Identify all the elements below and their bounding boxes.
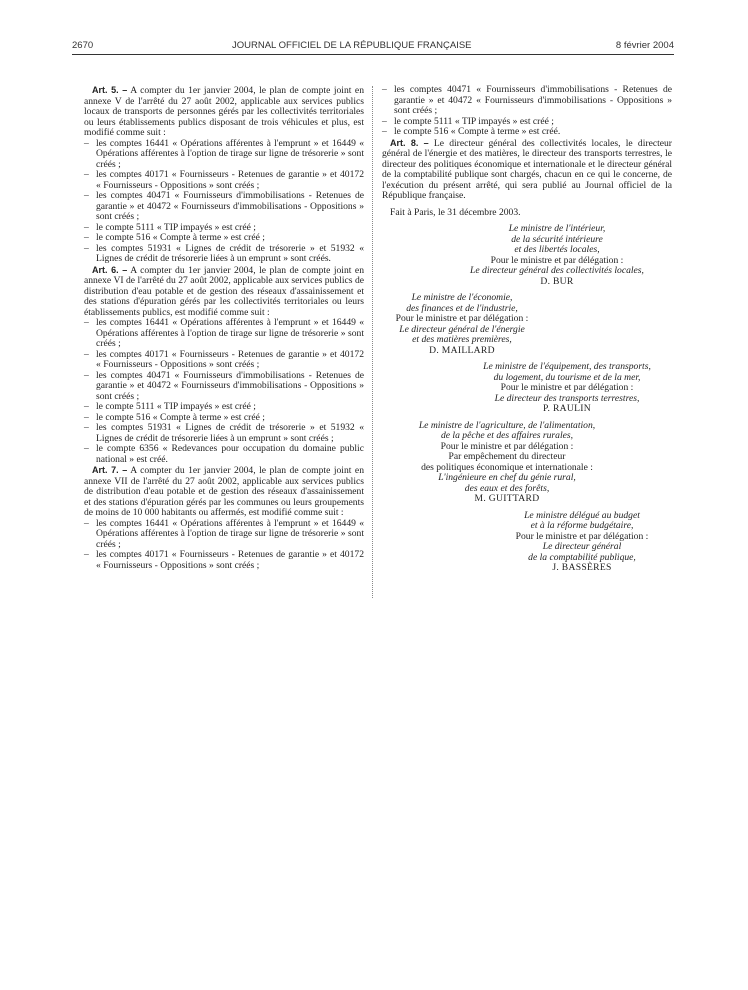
list-item: – le compte 516 « Compte à terme » est créé ; bbox=[84, 233, 364, 244]
signatory-title: Le directeur général des collectivités locales, bbox=[470, 265, 644, 276]
signatory-title: du logement, du tourisme et de la mer, bbox=[493, 371, 641, 383]
delegation-line: Pour le ministre et par délégation : bbox=[440, 440, 574, 452]
article-intro: A compter du 1er janvier 2004, le plan de compte joint en annexe VI de l'arrêté du 27 août 2002, applicable aux services publics de distribution d'eau potable et de gestion des réseaux d'assainissement et des stations d'épuration gérés par les collectivités territoriales ou leurs établissements publics, est modifié comme suit : bbox=[84, 264, 364, 318]
list-item: – le compte 516 « Compte à terme » est créé ; bbox=[84, 413, 364, 424]
article-7-continued-list bbox=[382, 85, 672, 138]
signatory-title: de la sécurité intérieure bbox=[511, 233, 603, 245]
list-item: – les comptes 51931 « Lignes de crédit de trésorerie » et 51932 « Lignes de crédit de trésorerie liées à un emprunt » sont créés. bbox=[84, 244, 364, 265]
article-7-list bbox=[84, 519, 364, 572]
article-6-list bbox=[84, 318, 364, 465]
left-column bbox=[84, 85, 364, 571]
list-item: – le compte 516 « Compte à terme » est créé. bbox=[382, 127, 672, 138]
signatory-title: des finances et de l'industrie, bbox=[406, 302, 518, 314]
article-7 bbox=[84, 465, 364, 571]
signatory-title: des eaux et des forêts, bbox=[464, 482, 550, 494]
delegation-line: Pour le ministre et par délégation : bbox=[395, 313, 529, 324]
signatory-name: M. GUITTARD bbox=[474, 493, 540, 504]
article-6 bbox=[84, 265, 364, 466]
signature-block-agriculture bbox=[382, 421, 632, 505]
signature-block-transport bbox=[462, 362, 672, 415]
article-intro: A compter du 1er janvier 2004, le plan de compte joint en annexe VII de l'arrêté du 27 août 2002, applicable aux services publics de distribution d'eau potable et de gestion des réseaux d'assainissement et des stations d'épuration gérés par les communes ou leurs groupements de moins de 10 000 habitants ou affermés, est modifié comme suit : bbox=[84, 465, 364, 518]
signatory-title: Le ministre de l'agriculture, de l'alimentation, bbox=[418, 419, 596, 431]
signatory-title: Le ministre de l'économie, bbox=[411, 292, 513, 303]
delegation-line: Pour le ministre et par délégation : bbox=[490, 254, 624, 266]
signatory-title: et des libertés locales, bbox=[514, 244, 600, 255]
list-item: – les comptes 40171 « Fournisseurs - Retenues de garantie » et 40172 « Fournisseurs - Oppositions » sont créés ; bbox=[84, 550, 364, 571]
page-header bbox=[72, 38, 674, 55]
list-item: – les comptes 40471 « Fournisseurs d'immobilisations - Retenues de garantie » et 40472 « Fournisseurs d'immobilisations - Oppositions » sont créés ; bbox=[84, 371, 364, 403]
article-label: Art. 6. – bbox=[92, 264, 128, 275]
article-label: Art. 7. – bbox=[92, 465, 128, 475]
signatory-title: et des matières premières, bbox=[412, 334, 512, 345]
list-item: – le compte 5111 « TIP impayés » est créé ; bbox=[84, 402, 364, 413]
delegation-line: des politiques économique et internationale : bbox=[421, 461, 593, 473]
signature-block-interior bbox=[442, 224, 672, 287]
list-item: – les comptes 51931 « Lignes de crédit de trésorerie » et 51932 « Lignes de crédit de trésorerie liées à un emprunt » sont créés ; bbox=[84, 423, 364, 444]
signature-block-economy bbox=[382, 293, 542, 356]
signatory-name: J. BASSÈRES bbox=[552, 562, 612, 573]
page-number: 2670 bbox=[72, 40, 94, 51]
signatory-name: D. BUR bbox=[540, 275, 574, 287]
signatory-title: et à la réforme budgétaire, bbox=[530, 520, 634, 531]
signatory-title: Le directeur général de l'énergie bbox=[399, 323, 525, 335]
article-5-list bbox=[84, 139, 364, 265]
article-label: Art. 5. – bbox=[92, 85, 128, 95]
list-item: – le compte 5111 « TIP impayés » est créé ; bbox=[382, 117, 672, 128]
signatory-title: Le directeur des transports terrestres, bbox=[494, 392, 640, 404]
list-item: – les comptes 16441 « Opérations afférentes à l'emprunt » et 16449 « Opérations afférentes à l'option de tirage sur ligne de trésorerie » sont créés ; bbox=[84, 519, 364, 551]
list-item: – les comptes 40171 « Fournisseurs - Retenues de garantie » et 40172 « Fournisseurs - Oppositions » sont créés ; bbox=[84, 170, 364, 191]
list-item: – les comptes 40471 « Fournisseurs d'immobilisations - Retenues de garantie » et 40472 « Fournisseurs d'immobilisations - Oppositions » sont créés ; bbox=[84, 191, 364, 223]
list-item: – les comptes 16441 « Opérations afférentes à l'emprunt » et 16449 « Opérations afférentes à l'option de tirage sur ligne de trésorerie » sont créés ; bbox=[84, 318, 364, 350]
column-divider bbox=[372, 86, 373, 598]
signatory-title: Le ministre de l'équipement, des transports, bbox=[483, 361, 651, 372]
signing-place-date: Fait à Paris, le 31 décembre 2003. bbox=[390, 206, 521, 218]
signatory-title: Le ministre de l'intérieur, bbox=[508, 223, 606, 234]
article-intro: A compter du 1er janvier 2004, le plan de compte joint en annexe V de l'arrêté du 27 août 2002, applicable aux services publics locaux de transports de personnes gérés par les collectivités territoriales ou leurs établissements publics disposant de trois véhicules et plus, est modifié comme suit : bbox=[84, 85, 364, 138]
journal-title: JOURNAL OFFICIEL DE LA RÉPUBLIQUE FRANÇAISE bbox=[232, 40, 472, 51]
signatory-name: D. MAILLARD bbox=[429, 344, 495, 356]
list-item: – le compte 6356 « Redevances pour occupation du domaine public national » est créé. bbox=[84, 444, 364, 465]
issue-date: 8 février 2004 bbox=[615, 40, 674, 51]
delegation-line: Pour le ministre et par délégation : bbox=[515, 530, 649, 542]
article-text: Le directeur général des collectivités locales, le directeur général de l'énergie et des matières, le directeur des transports terrestres, le directeur des politiques économique et internationale et le directeur général de la comptabilité publique sont chargés, chacun en ce qui le concerne, de l'exécution du présent arrêté, qui sera publié au Journal officiel de la République française. bbox=[382, 137, 672, 201]
delegation-line: Par empêchement du directeur bbox=[448, 451, 566, 462]
article-8 bbox=[382, 138, 672, 202]
signatory-title: Le directeur général bbox=[542, 541, 622, 552]
signatory-title: Le ministre délégué au budget bbox=[524, 509, 640, 521]
signatory-title: L'ingénieure en chef du génie rural, bbox=[438, 472, 576, 483]
article-5 bbox=[84, 85, 364, 265]
signatory-title: de la pêche et des affaires rurales, bbox=[440, 430, 574, 441]
list-item: – les comptes 16441 « Opérations afférentes à l'emprunt » et 16449 « Opérations afférentes à l'option de tirage sur ligne de trésorerie » sont créés ; bbox=[84, 139, 364, 171]
right-column bbox=[382, 85, 672, 580]
delegation-line: Pour le ministre et par délégation : bbox=[500, 382, 634, 393]
list-item: – le compte 5111 « TIP impayés » est créé ; bbox=[84, 223, 364, 234]
list-item: – les comptes 40471 « Fournisseurs d'immobilisations - Retenues de garantie » et 40472 « Fournisseurs d'immobilisations - Oppositions » sont créés ; bbox=[382, 85, 672, 117]
signature-block-budget bbox=[492, 511, 672, 574]
signatory-name: P. RAULIN bbox=[542, 403, 591, 414]
list-item: – les comptes 40171 « Fournisseurs - Retenues de garantie » et 40172 « Fournisseurs - Oppositions » sont créés ; bbox=[84, 350, 364, 371]
article-label: Art. 8. – bbox=[390, 137, 429, 148]
signatory-title: de la comptabilité publique, bbox=[528, 551, 636, 563]
